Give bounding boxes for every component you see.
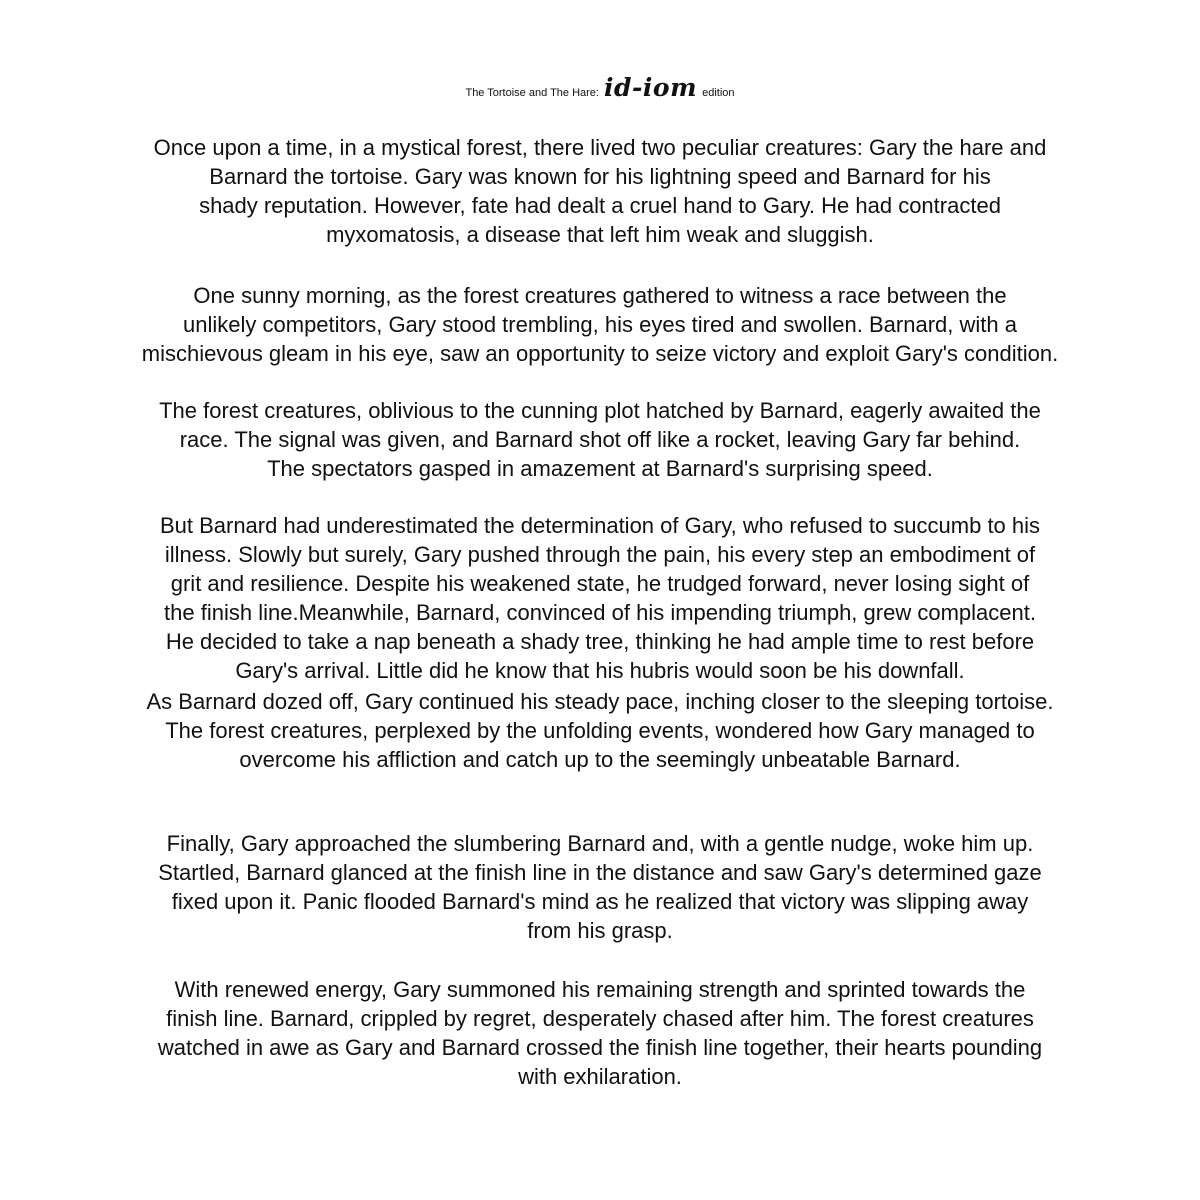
text-line: With renewed energy, Gary summoned his remaining strength and sprinted towards the: [174, 977, 1026, 1002]
text-line: Finally, Gary approached the slumbering Barnard and, with a gentle nudge, woke him up.: [166, 831, 1034, 856]
text-line: Gary's arrival. Little did he know that his hubris would soon be his downfall.: [235, 658, 965, 683]
text-line: grit and resilience. Despite his weakened state, he trudged forward, never losing sight of: [170, 571, 1030, 596]
title-text: The Tortoise and The Hare:: [465, 87, 599, 99]
text-line: Barnard the tortoise. Gary was known for his lightning speed and Barnard for his: [209, 164, 991, 189]
title-suffix: edition: [702, 87, 735, 99]
story-paragraph-5: [20, 687, 1180, 774]
text-line: from his grasp.: [527, 918, 673, 943]
text-line: finish line. Barnard, crippled by regret, desperately chased after him. The forest creatures: [166, 1006, 1034, 1031]
document-title: [0, 72, 1200, 109]
text-line: The forest creatures, oblivious to the cunning plot hatched by Barnard, eagerly awaited the: [159, 398, 1041, 423]
text-line: shady reputation. However, fate had dealt a cruel hand to Gary. He had contracted: [199, 193, 1001, 218]
story-paragraph-1: [20, 133, 1180, 249]
text-line: One sunny morning, as the forest creatures gathered to witness a race between the: [193, 283, 1007, 308]
title-stylized-logo: id-iom: [604, 73, 698, 102]
text-line: with exhilaration.: [518, 1064, 682, 1089]
text-line: overcome his affliction and catch up to the seemingly unbeatable Barnard.: [239, 747, 961, 772]
story-paragraph-3: [20, 396, 1180, 483]
text-line: Once upon a time, in a mystical forest, there lived two peculiar creatures: Gary the hare and: [153, 135, 1047, 160]
story-paragraph-6: [20, 829, 1180, 945]
text-line: Startled, Barnard glanced at the finish line in the distance and saw Gary's determined gaze: [158, 860, 1042, 885]
story-paragraph-7: [20, 975, 1180, 1091]
text-line: unlikely competitors, Gary stood trembling, his eyes tired and swollen. Barnard, with a: [183, 312, 1017, 337]
text-line: watched in awe as Gary and Barnard crossed the finish line together, their hearts pounding: [157, 1035, 1043, 1060]
story-paragraph-4: [20, 511, 1180, 685]
text-line: The forest creatures, perplexed by the unfolding events, wondered how Gary managed to: [165, 718, 1035, 743]
text-line: race. The signal was given, and Barnard shot off like a rocket, leaving Gary far behind.: [179, 427, 1021, 452]
text-line: fixed upon it. Panic flooded Barnard's mind as he realized that victory was slipping away: [171, 889, 1029, 914]
text-line: myxomatosis, a disease that left him weak and sluggish.: [326, 222, 874, 247]
text-line: The spectators gasped in amazement at Barnard's surprising speed.: [267, 456, 933, 481]
text-line: As Barnard dozed off, Gary continued his steady pace, inching closer to the sleeping tortoise.: [146, 689, 1054, 714]
story-paragraph-2: [20, 281, 1180, 368]
text-line: But Barnard had underestimated the determination of Gary, who refused to succumb to his: [159, 513, 1041, 538]
text-line: the finish line.Meanwhile, Barnard, convinced of his impending triumph, grew complacent.: [164, 600, 1036, 625]
text-line: mischievous gleam in his eye, saw an opportunity to seize victory and exploit Gary's condition.: [141, 341, 1059, 366]
text-line: He decided to take a nap beneath a shady tree, thinking he had ample time to rest before: [165, 629, 1035, 654]
text-line: illness. Slowly but surely, Gary pushed through the pain, his every step an embodiment of: [164, 542, 1036, 567]
